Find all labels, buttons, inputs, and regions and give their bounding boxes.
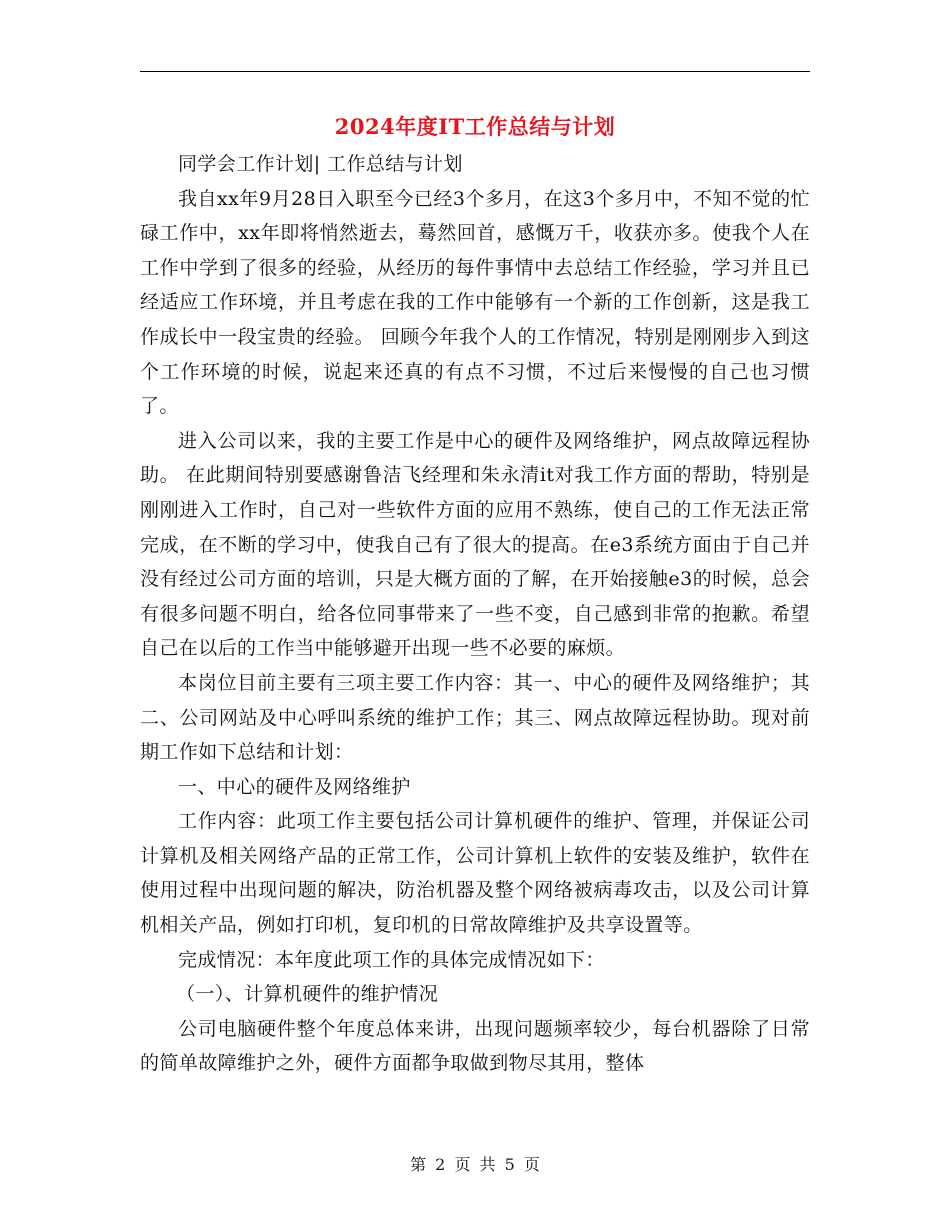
section-heading: 一、中心的硬件及网络维护 <box>178 775 411 798</box>
body-paragraph: 我自xx年9月28日入职至今已经3个多月，在这3个多月中，不知不觉的忙碌工作中，xx年即将悄然逝去，蓦然回首，感慨万千，收获亦多。使我个人在工作中学到了很多的经验，从经历的每件事情中去总结工作经验，学习并且已经适应工作环境，并且考虑在我的工作中能够有一个新的工作创新，这是我工作成长中一段宝贵的经验。 回顾今年我个人的工作情况，特别是刚刚步入到这个工作环境的时候，说起来还真的有点不习惯，不过后来慢慢的自己也习惯了。 <box>140 187 810 418</box>
body-paragraph: 进入公司以来，我的主要工作是中心的硬件及网络维护，网点故障远程协助。 在此期间特别要感谢鲁洁飞经理和朱永清it对我工作方面的帮助，特别是刚刚进入工作时，自己对一些软件方面的应用不熟练，使自己的工作无法正常完成，在不断的学习中，使我自己有了很大的提高。在e3系统方面由于自己并没有经过公司方面的培训，只是大概方面的了解，在开始接触e3的时候，总会有很多问题不明白，给各位同事带来了一些不变，自己感到非常的抱歉。希望自己在以后的工作当中能够避开出现一些不必要的麻烦。 <box>140 429 810 660</box>
page-number-footer: 第 2 页 共 5 页 <box>410 1155 540 1174</box>
body-paragraph: 公司电脑硬件整个年度总体来讲，出现问题频率较少，每台机器除了日常的简单故障维护之外，硬件方面都争取做到物尽其用，整体 <box>140 1017 810 1075</box>
body-paragraph: 本岗位目前主要有三项主要工作内容：其一、中心的硬件及网络维护；其二、公司网站及中心呼叫系统的维护工作；其三、网点故障远程协助。现对前期工作如下总结和计划： <box>140 671 810 764</box>
section-heading: 完成情况：本年度此项工作的具体完成情况如下： <box>178 948 605 971</box>
header-rule <box>140 71 810 72</box>
section-heading: 同学会工作计划| 工作总结与计划 <box>178 153 463 175</box>
document-title: 2024年度IT工作总结与计划 <box>334 114 616 139</box>
body-paragraph: 工作内容：此项工作主要包括公司计算机硬件的维护、管理，并保证公司计算机及相关网络产品的正常工作，公司计算机上软件的安装及维护，软件在使用过程中出现问题的解决，防治机器及整个网络被病毒攻击，以及公司计算机相关产品，例如打印机，复印机的日常故障维护及共享设置等。 <box>140 810 810 937</box>
document-body <box>140 147 810 1081</box>
sub-section-heading: （一）、计算机硬件的维护情况 <box>176 983 439 1006</box>
